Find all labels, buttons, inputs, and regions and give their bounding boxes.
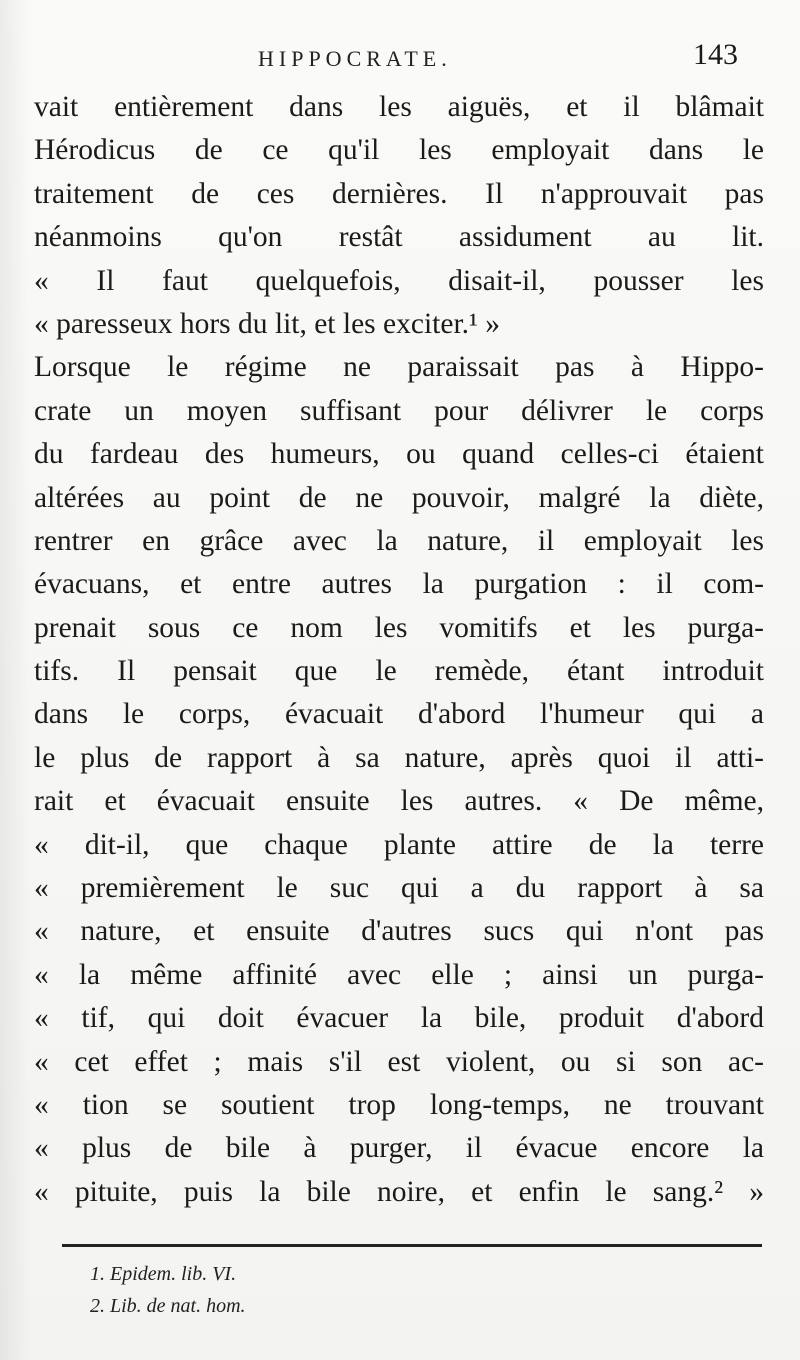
- text-line: « premièrement le suc qui a du rapport à sa: [34, 872, 764, 905]
- footnote-1: 1. Epidem. lib. VI.: [90, 1263, 237, 1285]
- text-line: « tif, qui doit évacuer la bile, produit d'abord: [34, 1002, 764, 1035]
- text-line: « plus de bile à purger, il évacue encore la: [34, 1132, 764, 1165]
- text-line: rait et évacuait ensuite les autres. « De même,: [34, 785, 764, 818]
- text-line: « pituite, puis la bile noire, et enfin le sang.² »: [34, 1175, 764, 1208]
- text-line: « tion se soutient trop long-temps, ne trouvant: [34, 1088, 764, 1121]
- text-line: « nature, et ensuite d'autres sucs qui n'ont pas: [34, 915, 764, 948]
- text-line: vait entièrement dans les aiguës, et il blâmait: [34, 91, 764, 123]
- text-line: « cet effet ; mais s'il est violent, ou si son ac-: [34, 1045, 764, 1078]
- text-line: rentrer en grâce avec la nature, il employait les: [34, 524, 764, 557]
- running-title: HIPPOCRATE.: [258, 46, 452, 71]
- body-text: [34, 86, 764, 1214]
- text-line: « dit-il, que chaque plante attire de la terre: [34, 828, 764, 861]
- text-line: traitement de ces dernières. Il n'approuvait pas: [34, 177, 764, 210]
- text-line: « paresseux hors du lit, et les exciter.¹ »: [34, 307, 500, 340]
- text-line: « Il faut quelquefois, disait-il, pousser les: [34, 264, 764, 297]
- text-line: tifs. Il pensait que le remède, étant introduit: [34, 655, 764, 688]
- text-line: du fardeau des humeurs, ou quand celles-ci étaient: [34, 438, 764, 471]
- text-line: évacuans, et entre autres la purgation : il com-: [34, 568, 764, 601]
- text-line: altérées au point de ne pouvoir, malgré la diète,: [34, 481, 764, 514]
- text-line: crate un moyen suffisant pour délivrer le corps: [34, 394, 764, 427]
- text-line: « la même affinité avec elle ; ainsi un purga-: [34, 958, 764, 991]
- text-line: prenait sous ce nom les vomitifs et les purga-: [34, 611, 764, 644]
- text-line: Lorsque le régime ne paraissait pas à Hippo-: [34, 351, 764, 384]
- running-head: [0, 38, 800, 88]
- footnote-2: 2. Lib. de nat. hom.: [90, 1295, 246, 1317]
- footnotes: [90, 1258, 770, 1322]
- text-line: le plus de rapport à sa nature, après quoi il atti-: [34, 741, 764, 774]
- text-line: dans le corps, évacuait d'abord l'humeur qui a: [34, 698, 764, 731]
- page-number: 143: [693, 38, 738, 71]
- footnote-rule: [62, 1244, 762, 1247]
- text-line: Hérodicus de ce qu'il les employait dans le: [34, 134, 764, 167]
- text-line: néanmoins qu'on restât assidument au lit.: [34, 221, 764, 254]
